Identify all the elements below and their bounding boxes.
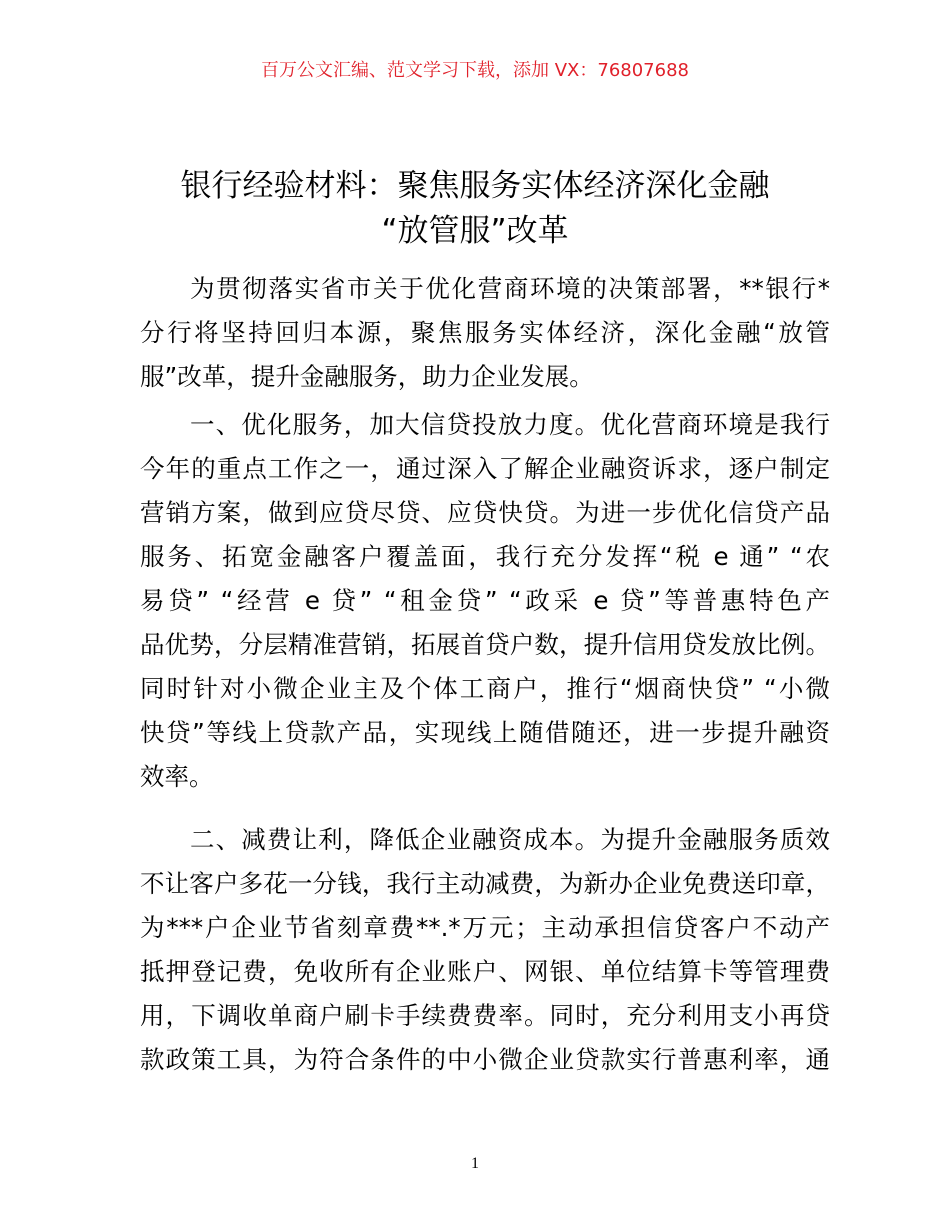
paragraph-line: 效率。: [140, 762, 214, 791]
paragraph-line: 为***户企业节省刻章费**.*万元；主动承担信贷客户不动产: [140, 913, 830, 942]
paragraph: [140, 818, 830, 1082]
paragraph-line: 分行将坚持回归本源，聚焦服务实体经济，深化金融“放管: [140, 318, 830, 347]
paragraph-line: 服”改革，提升金融服务，助力企业发展。: [140, 362, 594, 391]
paragraph-line: 抵押登记费，免收所有企业账户、网银、单位结算卡等管理费: [140, 957, 830, 986]
paragraph-line: 今年的重点工作之一，通过深入了解企业融资诉求，逐户制定: [140, 454, 830, 483]
title-line-1: 银行经验材料：聚焦服务实体经济深化金融: [180, 168, 770, 204]
paragraph: [140, 267, 830, 399]
paragraph-line: 同时针对小微企业主及个体工商户，推行“烟商快贷” “小微: [140, 674, 830, 703]
paragraph-line: 二、减费让利，降低企业融资成本。为提升金融服务质效: [190, 825, 830, 854]
paragraph-line: 服务、拓宽金融客户覆盖面，我行充分发挥“税 e 通” “农: [140, 542, 830, 571]
watermark-header: 百万公文汇编、范文学习下载，添加 VX：76807688: [261, 60, 689, 81]
paragraph-line: 一、优化服务，加大信贷投放力度。优化营商环境是我行: [190, 410, 830, 439]
paragraph-line: 为贯彻落实省市关于优化营商环境的决策部署，**银行*: [190, 274, 830, 303]
paragraph-line: 营销方案，做到应贷尽贷、应贷快贷。为进一步优化信贷产品: [140, 498, 830, 527]
paragraph-line: 不让客户多花一分钱，我行主动减费，为新办企业免费送印章，: [140, 869, 830, 898]
document-title: [0, 164, 950, 254]
document-body: [140, 267, 830, 1082]
page-number: 1: [471, 1155, 479, 1172]
title-line-2: “放管服”改革: [381, 213, 569, 249]
paragraph-line: 快贷”等线上贷款产品，实现线上随借随还，进一步提升融资: [140, 718, 830, 747]
paragraph-line: 款政策工具，为符合条件的中小微企业贷款实行普惠利率，通: [140, 1045, 830, 1074]
paragraph: [140, 403, 830, 799]
paragraph-line: 用，下调收单商户刷卡手续费费率。同时，充分利用支小再贷: [140, 1001, 830, 1030]
paragraph-line: 易贷” “经营 e 贷” “租金贷” “政采 e 贷”等普惠特色产: [140, 586, 830, 615]
paragraph-line: 品优势，分层精准营销，拓展首贷户数，提升信用贷发放比例。: [140, 630, 830, 659]
